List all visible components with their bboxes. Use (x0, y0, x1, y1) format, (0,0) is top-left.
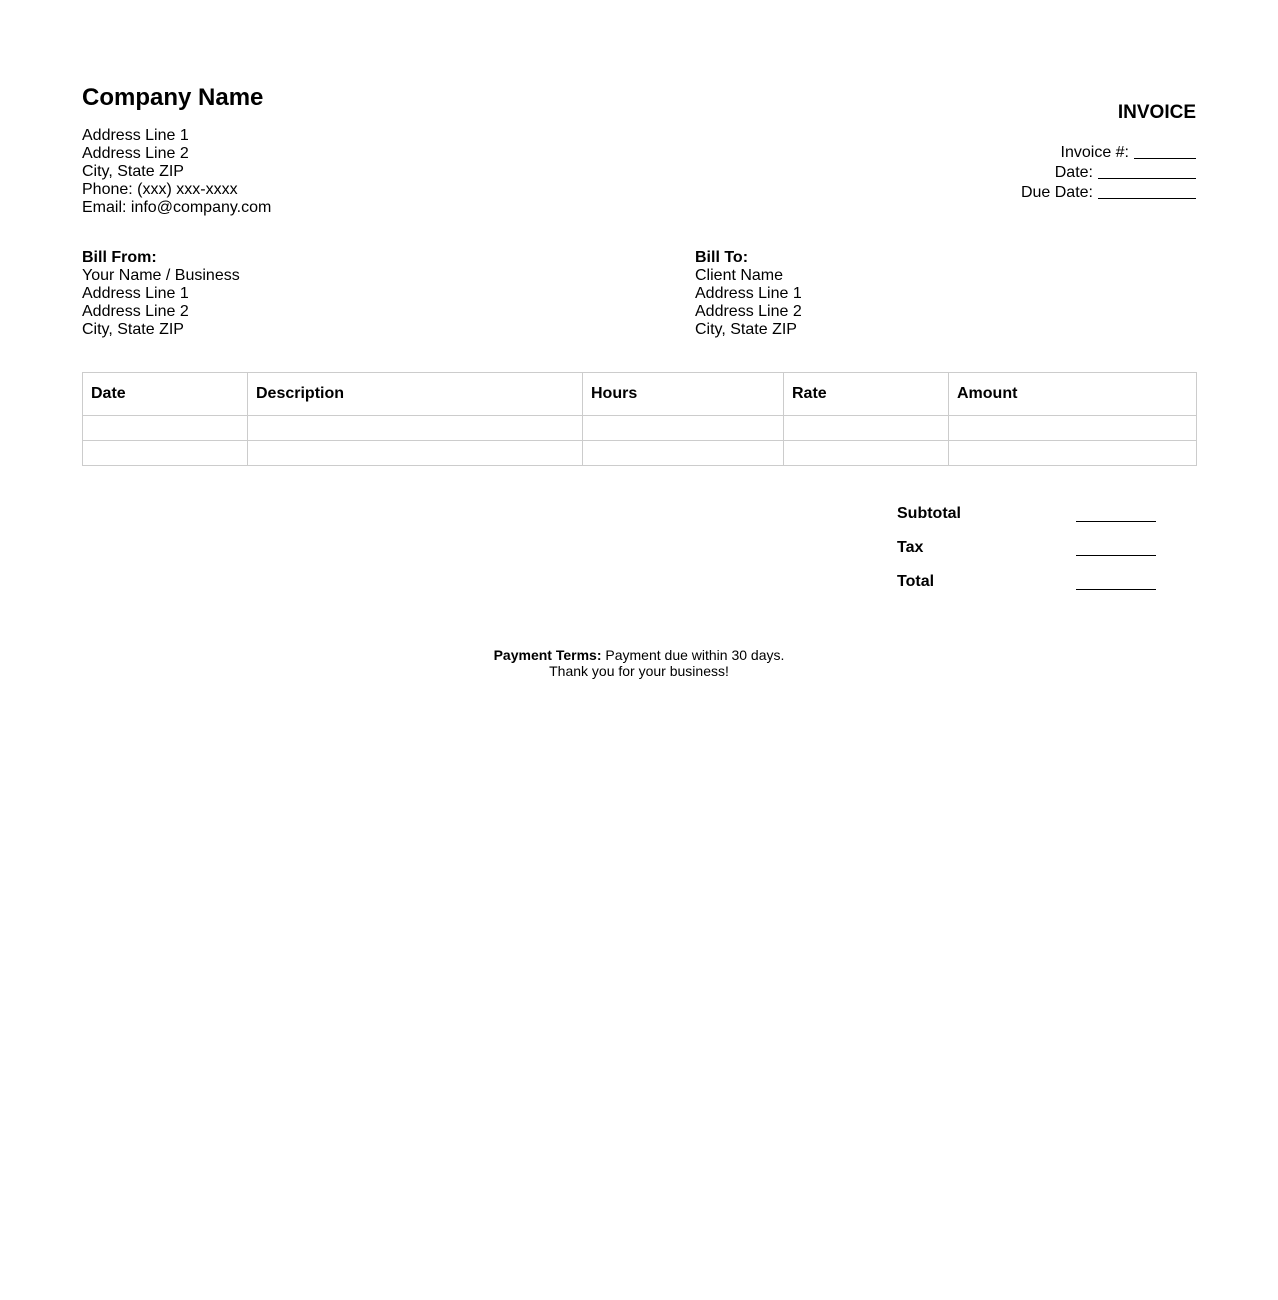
bill-to-section (695, 249, 802, 339)
company-name: Company Name (82, 84, 264, 111)
table-header-row (83, 373, 1197, 416)
invoice-due-date-label: Due Date: (1020, 184, 1093, 201)
company-info (82, 127, 271, 217)
cell-date[interactable] (83, 441, 248, 466)
bill-to-address-line-1: Address Line 1 (695, 285, 802, 302)
cell-hours[interactable] (583, 441, 784, 466)
subtotal-label: Subtotal (897, 505, 961, 522)
cell-rate[interactable] (784, 441, 949, 466)
invoice-number-field[interactable] (1134, 144, 1196, 159)
column-header-description: Description (248, 373, 583, 416)
cell-rate[interactable] (784, 416, 949, 441)
column-header-rate: Rate (784, 373, 949, 416)
cell-description[interactable] (248, 441, 583, 466)
bill-to-heading: Bill To: (695, 249, 749, 266)
bill-to-city-state-zip: City, State ZIP (695, 321, 797, 338)
footer (82, 647, 1196, 679)
cell-date[interactable] (83, 416, 248, 441)
company-phone: Phone: (xxx) xxx-xxxx (82, 181, 238, 198)
invoice-due-date-field[interactable] (1098, 184, 1196, 199)
table-row (83, 441, 1197, 466)
tax-row (897, 536, 1156, 570)
invoice-number-row (1021, 142, 1196, 162)
bill-from-name: Your Name / Business (82, 267, 240, 284)
invoice-date-field[interactable] (1098, 164, 1196, 179)
bill-from-address-line-1: Address Line 1 (82, 285, 189, 302)
company-address-line-1: Address Line 1 (82, 127, 189, 144)
bill-from-heading: Bill From: (82, 249, 157, 266)
column-header-hours: Hours (583, 373, 784, 416)
tax-field[interactable] (1076, 555, 1156, 556)
company-email: Email: info@company.com (82, 199, 272, 216)
table-row (83, 416, 1197, 441)
totals-section (897, 502, 1156, 604)
company-city-state-zip: City, State ZIP (82, 163, 184, 180)
payment-terms (82, 647, 1196, 663)
company-address-line-2: Address Line 2 (82, 145, 189, 162)
bill-from-address-line-2: Address Line 2 (82, 303, 189, 320)
total-field[interactable] (1076, 589, 1156, 590)
cell-description[interactable] (248, 416, 583, 441)
column-header-date: Date (83, 373, 248, 416)
cell-amount[interactable] (949, 416, 1197, 441)
bill-from-section (82, 249, 240, 339)
thank-you-note: Thank you for your business! (549, 663, 729, 679)
bill-to-name: Client Name (695, 267, 784, 284)
total-label: Total (897, 573, 935, 590)
invoice-due-date-row (1021, 182, 1196, 202)
bill-from-city-state-zip: City, State ZIP (82, 321, 184, 338)
subtotal-field[interactable] (1076, 521, 1156, 522)
invoice-date-row (1021, 162, 1196, 182)
line-items-table (82, 372, 1197, 466)
cell-amount[interactable] (949, 441, 1197, 466)
invoice-meta (1021, 142, 1196, 202)
invoice-title: INVOICE (1117, 102, 1196, 123)
payment-terms-text: Payment due within 30 days. (601, 647, 785, 663)
tax-label: Tax (897, 539, 924, 556)
total-row (897, 570, 1156, 604)
cell-hours[interactable] (583, 416, 784, 441)
subtotal-row (897, 502, 1156, 536)
invoice-number-label: Invoice #: (1060, 144, 1129, 161)
invoice-date-label: Date: (1054, 164, 1093, 181)
bill-to-address-line-2: Address Line 2 (695, 303, 802, 320)
column-header-amount: Amount (949, 373, 1197, 416)
payment-terms-label: Payment Terms: (493, 647, 602, 663)
